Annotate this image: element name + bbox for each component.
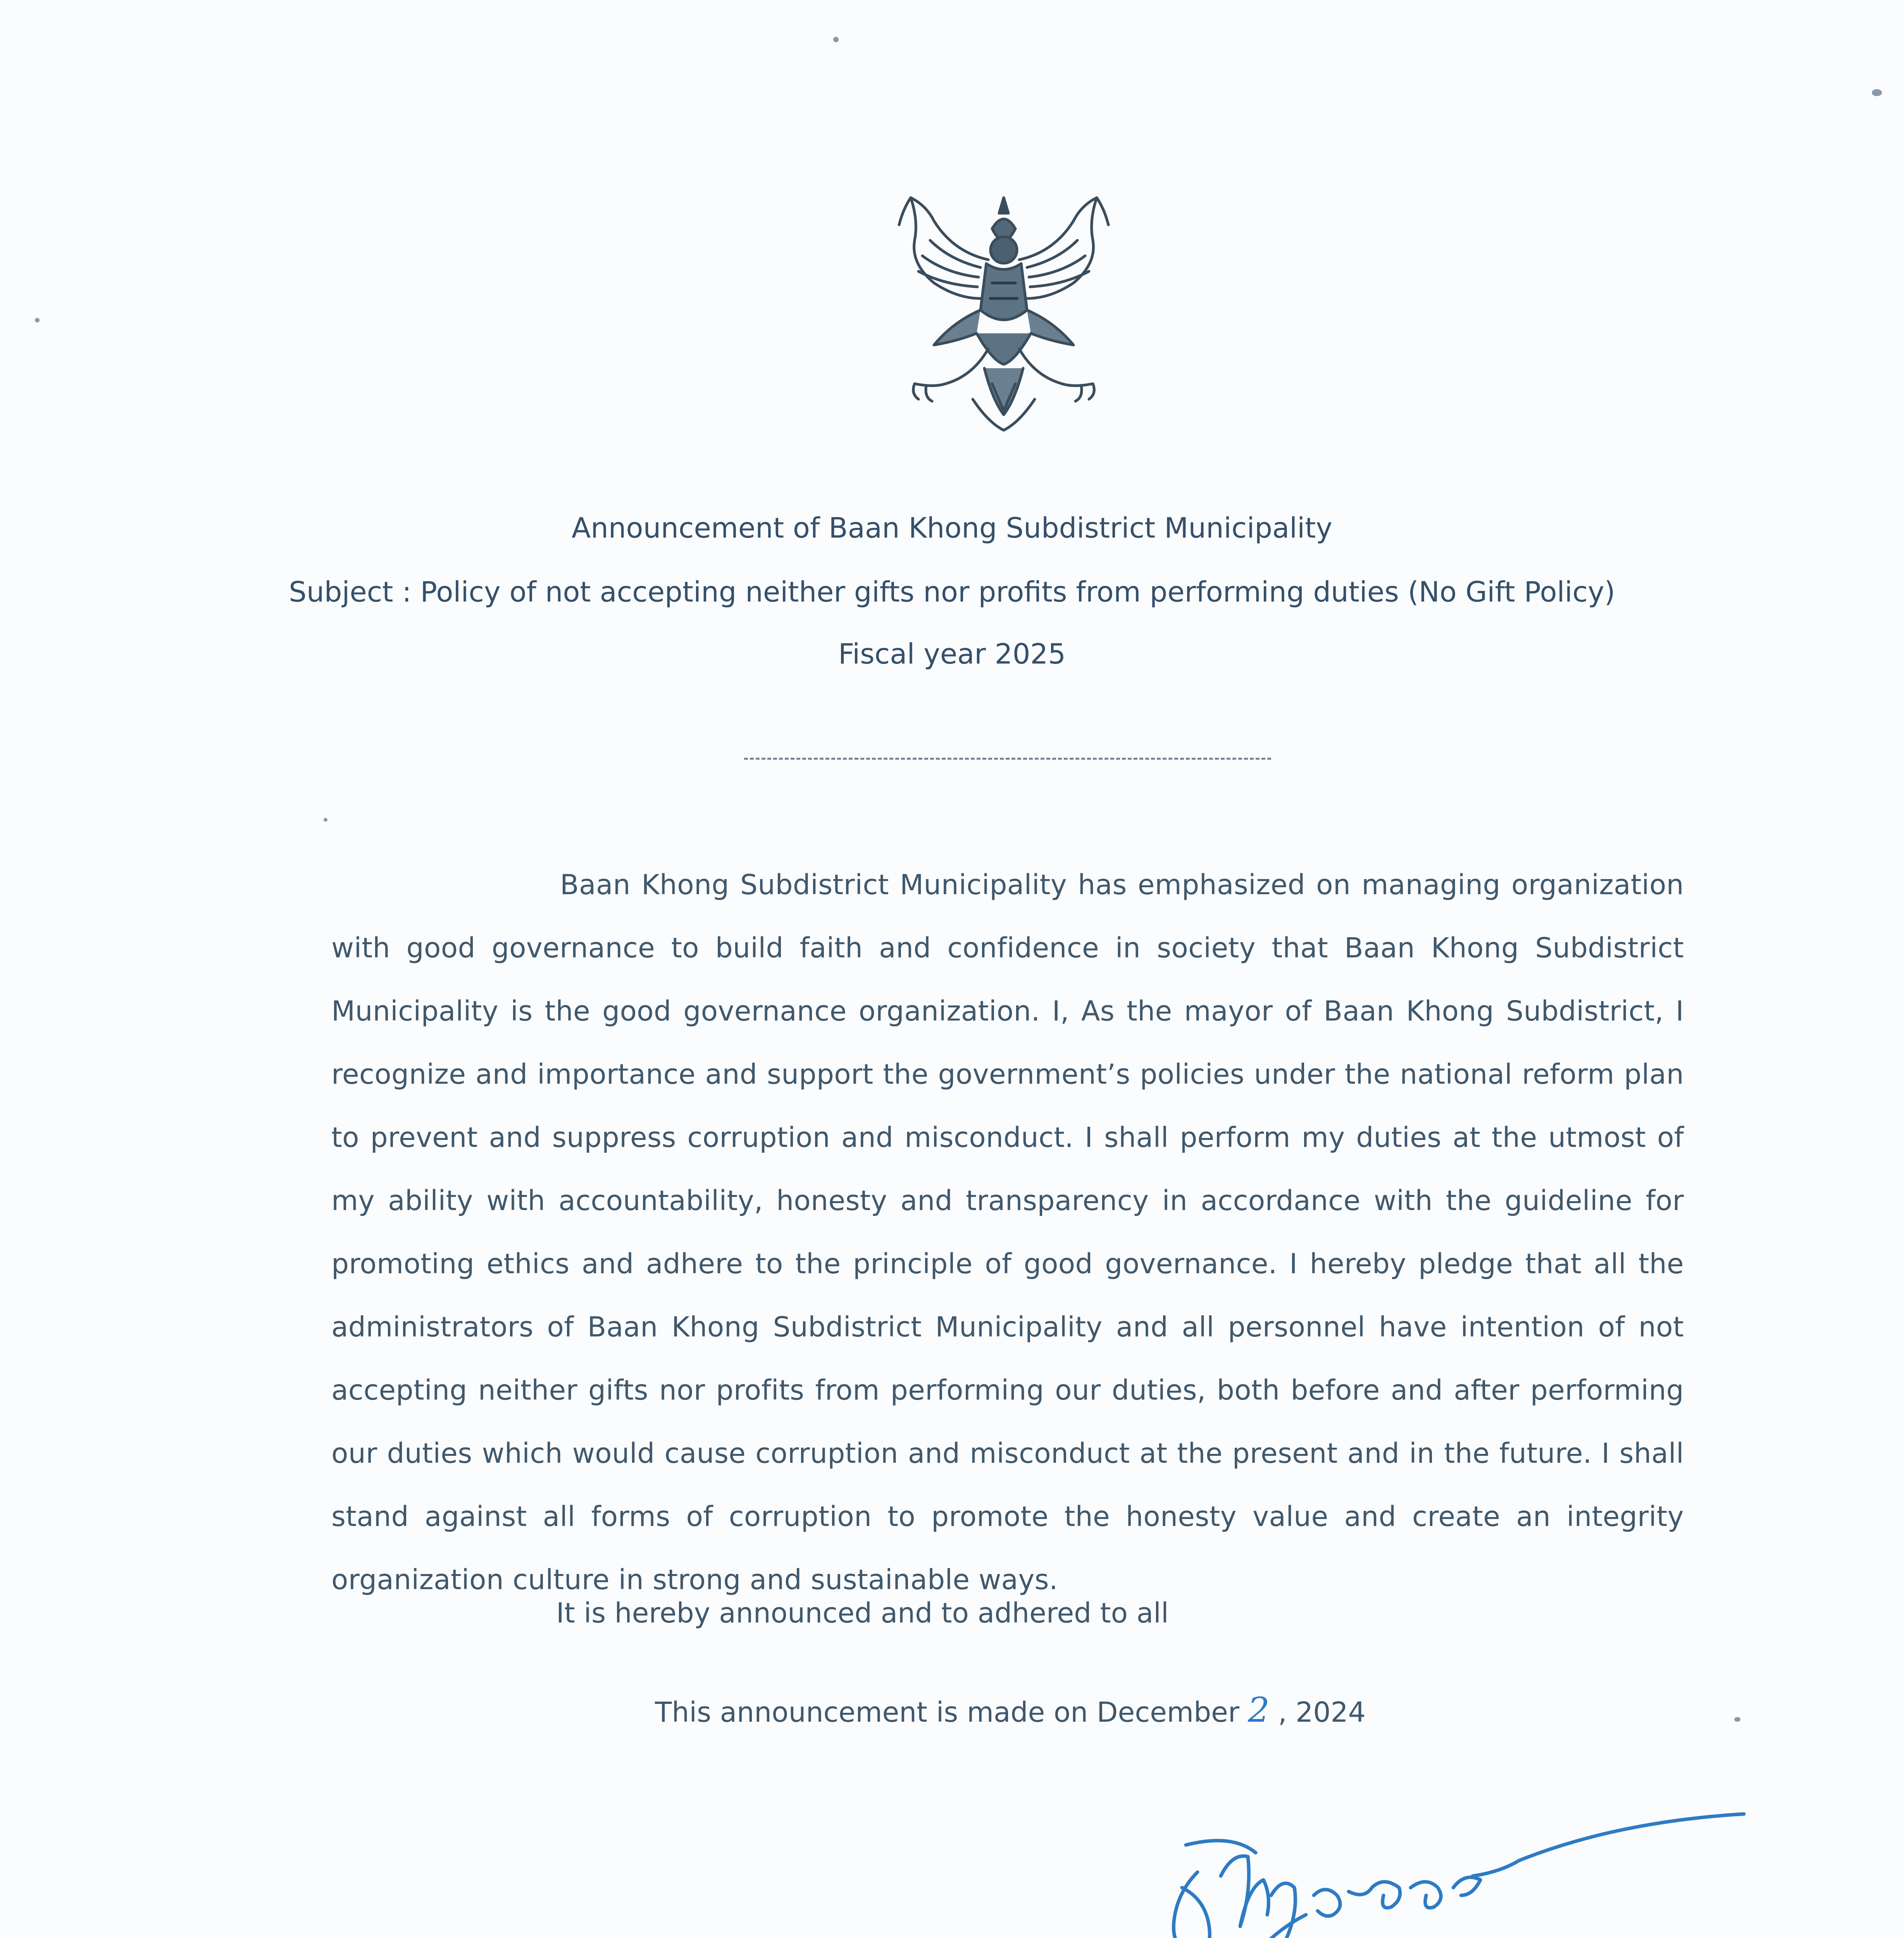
closing-statement: It is hereby announced and to adhered to all [556,1597,1169,1629]
scan-speck [1872,89,1882,96]
announcement-title: Announcement of Baan Khong Subdistrict Municipality [572,512,1332,544]
scan-speck [833,37,839,42]
signature-mark [1132,1798,1759,1938]
announcement-body: Baan Khong Subdistrict Municipality has emphasized on managing organization with good governance to build faith and confidence in society that Baan Khong Subdistrict Municipality is the good governance organization. I, As the mayor of Baan Khong Subdistrict, I recognize and importance and support the government’s policies under the national reform plan to prevent and suppress corruption and misconduct. I shall perform my duties at the utmost of my ability with accountability, honesty and transparency in accordance with the guideline for promoting ethics and adhere to the principle of good governance. I hereby pledge that all the administrators of Baan Khong Subdistrict Municipality and all personnel have intention of not accepting neither gifts nor profits from performing our duties, both before and after performing our duties which would cause corruption and misconduct at the present and in the future. I shall stand against all forms of corruption to promote the honesty value and create an integrity organization culture in strong and sustainable ways. [331,869,1684,1596]
fiscal-year: Fiscal year 2025 [838,638,1066,670]
announcement-subject: Subject : Policy of not accepting neither gifts nor profits from performing duties (No Gift Policy) [289,576,1615,608]
date-suffix: , 2024 [1278,1696,1366,1728]
scan-speck [324,818,327,822]
date-day-handwritten: 2 [1248,1690,1270,1730]
scan-speck [35,318,40,322]
scan-speck [1734,1717,1740,1722]
date-prefix: This announcement is made on December [655,1696,1240,1728]
announcement-date [655,1690,1366,1730]
garuda-emblem [876,182,1132,446]
separator-line [744,758,1271,760]
